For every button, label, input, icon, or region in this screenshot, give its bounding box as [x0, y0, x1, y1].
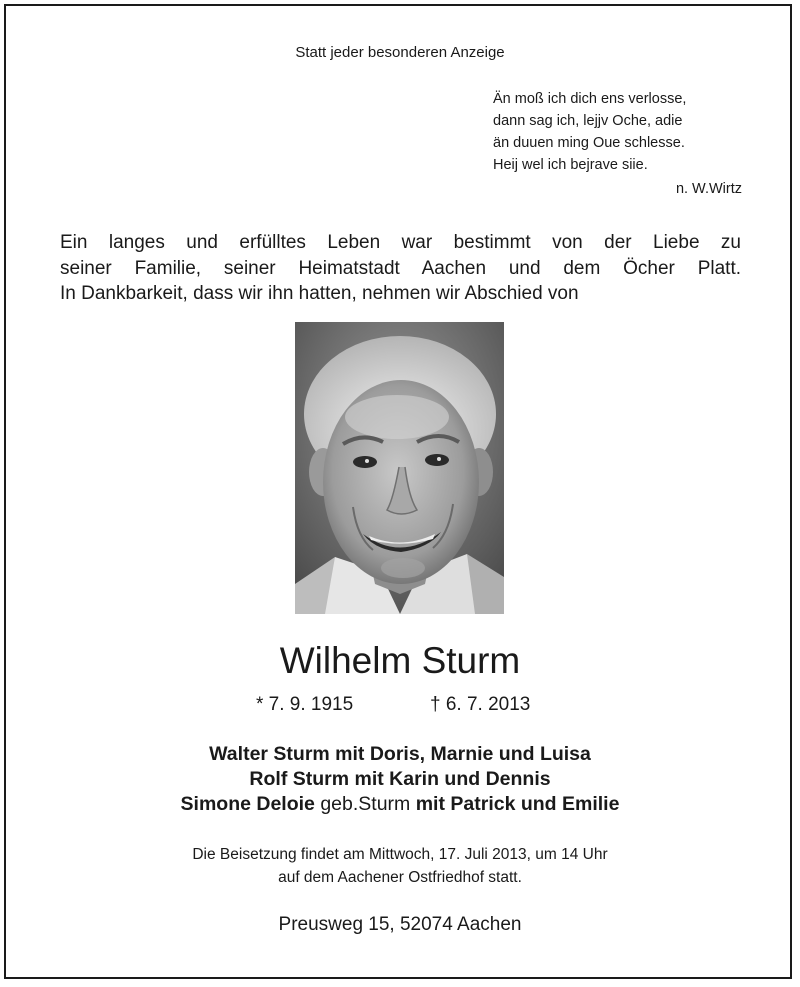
intro-text	[60, 230, 741, 307]
poem-author: n. W.Wirtz	[675, 181, 742, 197]
dialect-poem	[493, 88, 686, 176]
intro-line: In Dankbarkeit, dass wir ihn hatten, nehmen wir Abschied von	[60, 283, 579, 304]
funeral-line: auf dem Aachener Ostfriedhof statt.	[278, 869, 522, 886]
notice-header: Statt jeder besonderen Anzeige	[295, 44, 505, 61]
family-line	[0, 767, 800, 792]
poem-line: dann sag ich, lejjv Oche, adie	[493, 113, 683, 129]
family-line-text: Walter Sturm mit Doris, Marnie und Luisa	[209, 743, 591, 765]
family-list	[0, 742, 800, 817]
family-member-name: Simone Deloie	[180, 793, 315, 815]
family-line	[0, 742, 800, 767]
portrait-photo	[295, 322, 504, 614]
death-date: † 6. 7. 2013	[430, 694, 531, 715]
funeral-info	[0, 843, 800, 889]
family-line-text: mit Patrick und Emilie	[415, 793, 620, 815]
funeral-line: Die Beisetzung findet am Mittwoch, 17. Juli 2013, um 14 Uhr	[192, 846, 608, 863]
family-line-text: Rolf Sturm mit Karin und Dennis	[249, 768, 551, 790]
intro-line: seiner Familie, seiner Heimatstadt Aachen und dem Öcher Platt.	[60, 257, 741, 279]
poem-line: Än moß ich dich ens verlosse,	[493, 91, 687, 107]
deceased-name: Wilhelm Sturm	[279, 640, 521, 681]
birth-date: * 7. 9. 1915	[256, 694, 354, 715]
life-dates	[0, 694, 800, 718]
poem-line: än duuen ming Oue schlesse.	[493, 135, 685, 151]
family-address: Preusweg 15, 52074 Aachen	[278, 914, 522, 935]
maiden-name: geb.Sturm	[320, 793, 411, 815]
poem-line: Heij wel ich bejrave siie.	[493, 157, 648, 173]
family-line	[0, 792, 800, 817]
intro-line: Ein langes und erfülltes Leben war bestimmt von der Liebe zu	[60, 232, 741, 253]
